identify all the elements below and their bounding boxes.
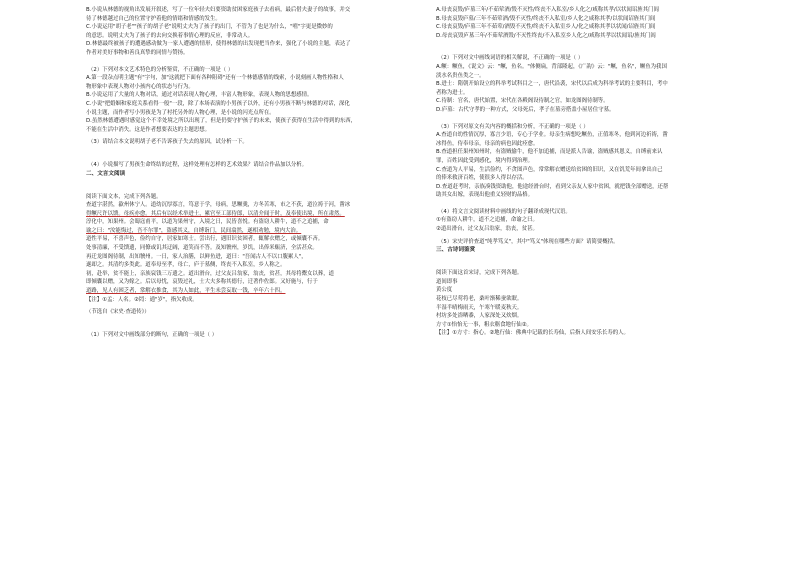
option-line: D.庐墓：古代守孝的一种方式，父母死后，孝子在墓旁搭盖小屋居住守墓。 [436, 106, 615, 113]
option-line: 者称为进士。 [436, 89, 469, 96]
question-3: （3）下列对原文有关内容的概括和分析，不正确的一项是（ ） [438, 123, 589, 130]
poem-body [436, 295, 766, 329]
question-2: （2）下列对文中画线词语的相关解说，不正确的一项是（ ） [438, 55, 584, 62]
passage-line: 查道字湛然，歙州休宁人。道幼沉厚寡言，笃意于学，母病，思鳜羹，方冬苦寒，市之不获，道泣祷于河，凿冰 [86, 202, 351, 209]
poem-line: 村坊多处浴晒黍，人家深处又炊烟。 [436, 313, 523, 320]
source-citation: （节选自《宋史·查道传》） [86, 309, 150, 316]
passage-line: 再迁龙图阁待制，出知虢州。一日，家人治膳，以鲜鱼进，道曰："吾闻古人不以口腹累人"， [86, 253, 307, 260]
poem-intro: 阅读下面这首宋诗，完成下列各题。 [436, 270, 523, 277]
question-2-options [86, 74, 414, 134]
poem-footnote: 【注】①方寸：指心。②地行仙：佛典中记载的长寿仙，后指人间安乐长寿的人。 [436, 330, 629, 337]
question-2: （2）下列对本文艺术特色的分析鉴赏，不正确的一项是（ ） [88, 66, 234, 73]
poem-line: 花枝已尽莺将老，桑叶渐稀蚕欲眠。 [436, 296, 523, 303]
section-heading: 三、古诗词鉴赏 [436, 247, 476, 254]
question-4: （4）小说描写了男孩生命终结的过程，这样处理有怎样的艺术效果？请结合作品加以分析。 [88, 161, 308, 168]
option-line: C.母丧哀毁/庐墓三年不茹荤/酒毁不灭性/终丧不入私室乡人/化之咸称其孝以状闻/诏旌其门闾 [436, 24, 656, 31]
option-line: D.虽然林德遭遇时感觉这个不幸处境之所以出现了，但是仍要守护孩子的未来，使孩子获得在生活中得到的东西， [86, 118, 357, 125]
option-line: C.查道为人平易，生活俭约，不贪图声色，常常解衣赠送给贫困的旧识，又在饥荒年间拿出自己 [436, 166, 663, 173]
classical-passage [86, 201, 414, 296]
option-line: 不能在生活中消失。这是作者想要表达的主题思想。 [86, 126, 210, 133]
underlined-line: 得鳜尺许以馈。母疾亦愈。其后有以经术举进士，累官至工部侍郎，以清介闻于时，及奉使出境，所在肃然。 [86, 210, 345, 217]
poem-line: 半湿半晴梅雨天，午寒午暖麦秋天。 [436, 304, 523, 311]
footnote: 【注】①孟：人名。②罔：通"岁"，指欠收成。 [86, 296, 198, 303]
option-line: 淡水名贵鱼类之一。 [436, 72, 485, 79]
question-4: （4）将文言文阅读材料中画线的句子翻译成现代汉语。 [438, 208, 571, 215]
option-line: 物形象中表现人物对小孩内心的状态与行为。 [86, 83, 194, 90]
option-line: D.母丧哀毁庐墓三年/不茹荤酒毁/不灭性终丧/不入私室乡人化之/咸称其孝以状闻诏/旌其门闾 [436, 32, 656, 39]
question-3-options [436, 131, 766, 200]
option-line: A.母丧哀毁/庐墓三年/不茹荤酒/毁不灭性/终丧不入私室/乡人化之/咸称其孝/以状闻诏旌其门闾 [436, 7, 659, 13]
poem-title: 道间即事 [436, 278, 458, 285]
underlined-line: 谕之曰："汝能悔过，吾不尔罪"，盗感其义，自缚诣门，民间翕然，遂相劝勉，境内大治。 [86, 227, 302, 234]
option-line: B.进士：隋朝开始设立的科举考试科目之一，唐代沿袭，宋代以后成为科举考试的主要科目，考中 [436, 81, 668, 88]
left-column [86, 6, 414, 556]
passage-tail [86, 6, 414, 58]
passage-line: 初，赴举，贫不能上，亲族裒钱三万遗之。道出滑台，过父友吕翁家，翁丧，贫甚，其母将鬻女以葬，道 [86, 270, 334, 277]
option-line: B.母丧哀毁庐墓/三年不茹荤酒/毁不灭性/终丧不入私室/乡人化之咸称其孝/以状闻诏旌其门闾 [436, 15, 656, 22]
passage-line: 处事清廉，不受馈遗，同僚或讥其迂阔，道笑而不答。及知虢州，岁饥，出俸米赈济，全活甚众。 [86, 245, 318, 252]
option-line: A.查道自幼性情沉厚，寡言少语，专心于学业。母亲生病想吃鳜鱼，正值寒冬，他到河边祈祷，凿 [436, 132, 668, 139]
poem-line: 方寸①怡怡无一事，粗衣粝食地行仙②。 [436, 321, 532, 328]
passage-intro: 阅读下面文本，完成下列各题。 [86, 193, 162, 200]
right-column [436, 6, 766, 556]
passage-line: 遂却之。其清约多类此。道奉母至孝，母亡，庐于墓侧，终丧不入私室，乡人称之。 [86, 262, 286, 269]
question-2-options [436, 63, 766, 115]
option-line: A.鳜：鳜鱼，《说文》云："鳜，鱼名。"体侧扁，背部隆起，《广韵》云："鳜，鱼名"，鳜鱼为我国 [436, 63, 667, 70]
option-line: C.待制：官名，唐代始置，宋代在各殿阁设待制之官，如龙图阁待制等。 [436, 98, 609, 105]
question-5: （5）宋史评价查道"纯孝笃义"，其中"笃义"体现在哪些方面？请简要概括。 [438, 238, 619, 245]
text-line: 待了林德越过自己的位置守护着他的情绪和情感的发生。 [86, 15, 221, 22]
option-line: C.小说"把婚姻和家庭关系看得一般"一段，除了本场表演的小男孩子以外，还有小男孩不断与林德的对话，深化 [86, 100, 350, 107]
option-line: B.小说运用了大量的人物对话，通过对话表现人物心理，丰富人物形象，表现人物的思想感情。 [86, 92, 313, 99]
passage-line: 淳化中，知果州。会蜀寇甫平，以道为果州守，入境之日，民皆喜悦。有盗窃人耕牛，道不之追捕，命 [86, 219, 329, 226]
option-line: 冰得鱼，侍奉母亲，母亲的病也因此痊愈。 [436, 140, 539, 147]
option-line: 小说主题，而作者写小男孩是为了衬托另外的人物心理，是小说的闪光点所在。 [86, 109, 275, 116]
option-line: B.查道担任果州知州时，有盗贼偷牛，他不加追捕，而是派人告谕，盗贼感其恩义，自缚前来认 [436, 149, 663, 156]
question-1: （1）下列对文中画线部分的断句，正确的一项是（ ） [88, 331, 218, 338]
option-line: D.查道赶考时，亲族凑钱资助他，他途经滑台时，看到父亲友人家中贫困，就把钱全部赠送，还帮 [436, 183, 669, 190]
option-line: 的俸米救济百姓，使很多人得以存活。 [436, 175, 528, 182]
poem-author: 黄公度 [436, 287, 453, 294]
text-line: 作者对美好事物和善良真挚的同情与赞扬。 [86, 49, 189, 56]
question-1-options [436, 6, 766, 40]
section-heading: 二、文言文阅读 [86, 170, 126, 177]
text-line: D.林德最终被孩子的遭遇感动做为一家人遭遇的情形，使得林德的出发现把当作来，强化了小说的主题，表达了 [86, 41, 351, 48]
text-line: C.小说运用"胡子老""孩子的胡子老"说明丈夫为了孩子的出门，不管为了也是为什么，"嘻"字更是微妙的 [86, 24, 333, 31]
question-3: （3）请结合本文说明胡子老不告诉孩子失去的原因，试分析一下。 [88, 139, 248, 146]
passage-line: 即倾囊以赠，又为嫁之。后以母忧，哀毁过礼，士大夫多称其德行，迁著作佐郎。又好施与，行于 [86, 279, 318, 286]
underlined-line: 道路，见人有困乏者，常解衣推食，其为人如此，平生未尝妄取一钱，卒年六十四。 [86, 288, 286, 295]
option-line: A.第一段杂点明主题"有"字句，加"这就把下面有各种阻碍"还有一个林德感情的线索，小说刻画人物性格和人 [86, 75, 344, 82]
option-line: 助其女出嫁，表现出他重义轻财的品格。 [436, 192, 534, 199]
translation-item: ②道出滑台，过父友吕翁家，翁丧，贫甚。 [436, 226, 538, 233]
translation-item: ①有盗窃人耕牛，道不之追捕，命谕之曰。 [436, 217, 538, 224]
passage-line: 道性平易，不喜声色，俭约自守，居家如寒士。尝出行，遇旧识贫困者，辄解衣赠之，或倾囊不吝。 [86, 236, 324, 243]
option-line: 罪，百姓因此受到感化，境内得到治理。 [436, 157, 534, 164]
text-line: 的意思。说明丈夫为了孩子的去向交换着事情心理的反应，非常动人。 [86, 32, 254, 39]
text-line: B.小说从林德的视角出发展开叙述，写了一位年轻夫妇要资助贫困家庭孩子去看病，最后借夫妻子的故事，并交 [86, 7, 351, 13]
